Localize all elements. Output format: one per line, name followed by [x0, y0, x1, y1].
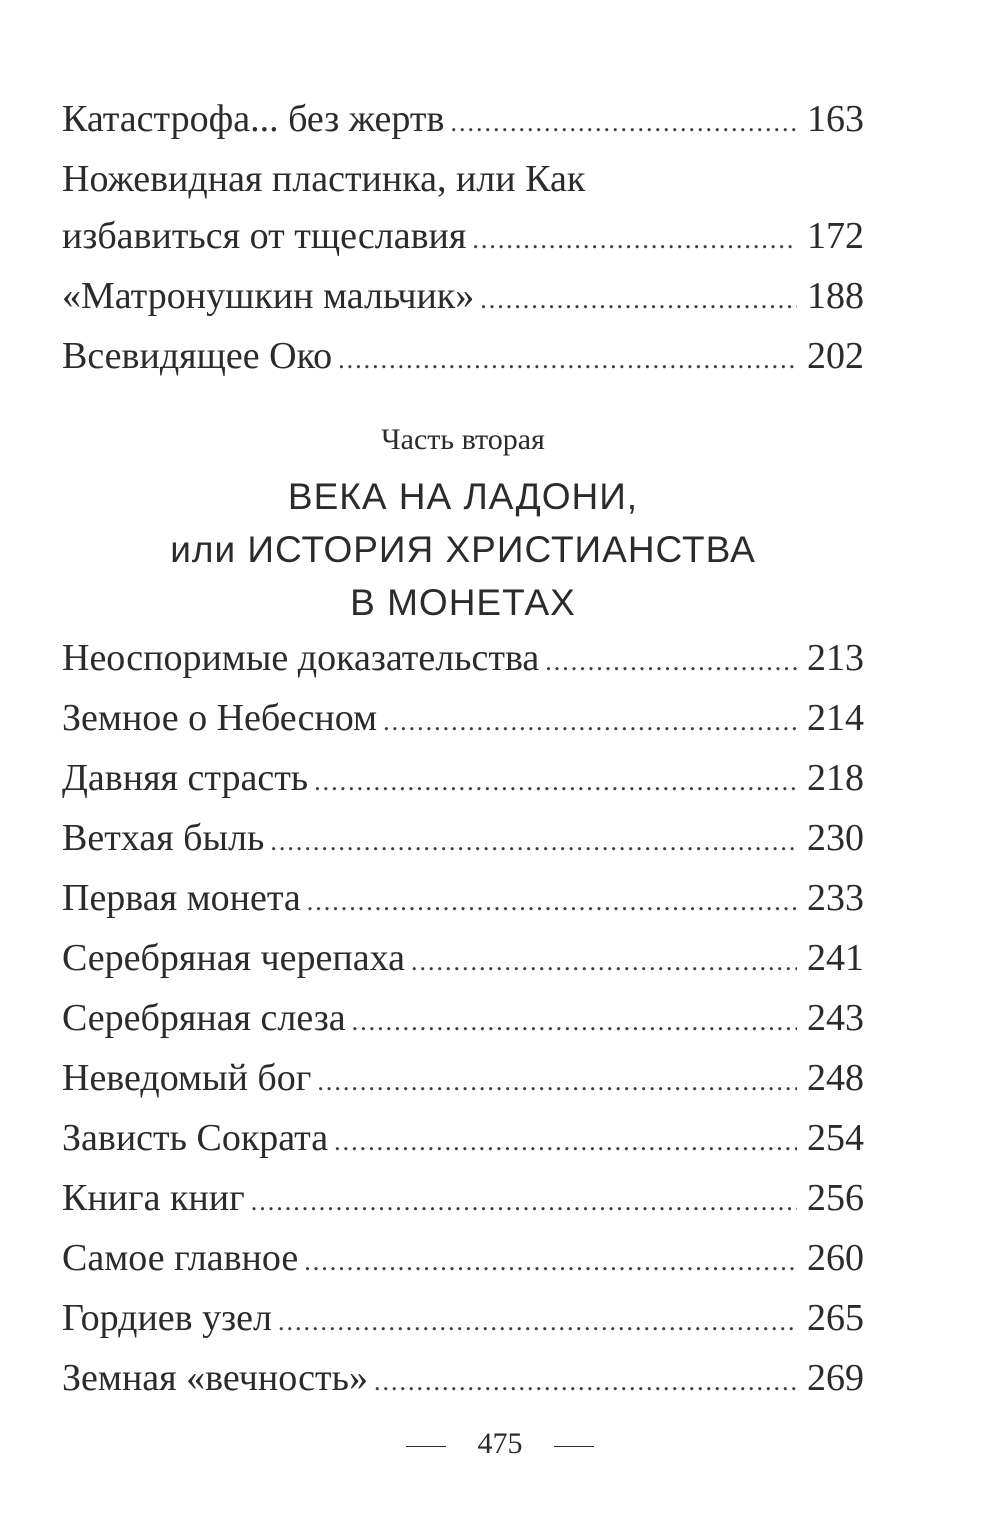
toc-entry [62, 1290, 864, 1350]
toc-leader-dots [545, 633, 797, 690]
toc-entry-title: Катастрофа... без жертв [62, 98, 445, 140]
toc-entry-page: 260 [807, 1237, 864, 1279]
toc-entry [62, 870, 864, 930]
toc-entry [62, 990, 864, 1050]
page-number: 475 [477, 1427, 523, 1460]
toc-entry [62, 151, 864, 268]
toc-entry [62, 268, 864, 328]
toc-entry-line2 [62, 208, 864, 268]
toc-entry-page: 230 [807, 817, 864, 859]
toc-entry-title-line1: Ножевидная пластинка, или Как [62, 158, 586, 200]
toc-leader-dots [304, 1233, 797, 1290]
toc-entry [62, 328, 864, 388]
toc-entry-page: 188 [807, 275, 864, 317]
toc-list-part2 [62, 630, 864, 1410]
toc-entry-title: Первая монета [62, 877, 301, 919]
toc-entry [62, 1110, 864, 1170]
toc-entry [62, 1350, 864, 1410]
toc-entry-page: 243 [807, 997, 864, 1039]
toc-entry [62, 690, 864, 750]
toc-entry [62, 930, 864, 990]
part-title-line2: или ИСТОРИЯ ХРИСТИАНСТВА [170, 529, 756, 570]
toc-entry-page: 269 [807, 1357, 864, 1399]
toc-leader-dots [314, 753, 797, 810]
toc-entry-title: Гордиев узел [62, 1297, 272, 1339]
footer-rule-left [406, 1446, 446, 1447]
toc-entry [62, 750, 864, 810]
toc-entry-title-line2: избавиться от тщеславия [62, 215, 467, 257]
toc-entry-title: Серебряная слеза [62, 997, 346, 1039]
part-title-line1: ВЕКА НА ЛАДОНИ, [287, 476, 639, 517]
toc-leader-dots [270, 813, 797, 870]
toc-entry-page: 202 [807, 335, 864, 377]
toc-entry-title: Неведомый бог [62, 1057, 312, 1099]
toc-entry-page: 256 [807, 1177, 864, 1219]
toc-leader-dots [480, 271, 797, 328]
toc-leader-dots [472, 211, 797, 268]
toc-leader-dots [338, 331, 797, 388]
toc-entry-page: 265 [807, 1297, 864, 1339]
toc-entry-page: 241 [807, 937, 864, 979]
toc-leader-dots [307, 873, 797, 930]
toc-entry-page: 254 [807, 1117, 864, 1159]
toc-entry [62, 1170, 864, 1230]
toc-leader-dots [317, 1053, 797, 1110]
page-footer [0, 1424, 1000, 1464]
toc-entry-title: Самое главное [62, 1237, 299, 1279]
part-label: Часть вторая [381, 423, 545, 456]
footer-rule-right [554, 1446, 594, 1447]
toc-list-part1 [62, 91, 864, 388]
toc-entry-title: Всевидящее Око [62, 335, 333, 377]
toc-entry [62, 810, 864, 870]
toc-entry-page: 214 [807, 697, 864, 739]
toc-entry-title: Ветхая быль [62, 817, 265, 859]
toc-entry [62, 91, 864, 151]
toc-entry-title: Неоспоримые доказательства [62, 637, 540, 679]
toc-leader-dots [278, 1293, 797, 1350]
toc-entry-title: Земная «вечность» [62, 1357, 368, 1399]
toc-leader-dots [450, 94, 797, 151]
toc-leader-dots [411, 933, 797, 990]
toc-entry-page: 248 [807, 1057, 864, 1099]
toc-entry [62, 1230, 864, 1290]
part-title-line3: В МОНЕТАХ [350, 582, 576, 623]
toc-leader-dots [383, 693, 797, 750]
toc-entry-page: 233 [807, 877, 864, 919]
toc-entry-title: Земное о Небесном [62, 697, 378, 739]
toc-leader-dots [334, 1113, 797, 1170]
toc-entry-page: 163 [807, 98, 864, 140]
toc-entry-page: 218 [807, 757, 864, 799]
toc-entry-title: Книга книг [62, 1177, 245, 1219]
toc-leader-dots [374, 1353, 797, 1410]
toc-leader-dots [352, 993, 797, 1050]
toc-entry [62, 1050, 864, 1110]
toc-entry-title: Серебряная черепаха [62, 937, 405, 979]
toc-entry [62, 630, 864, 690]
part-heading [62, 418, 864, 629]
toc-entry-page: 213 [807, 637, 864, 679]
toc-leader-dots [251, 1173, 797, 1230]
toc-entry-title: Давняя страсть [62, 757, 309, 799]
toc-entry-title: «Матронушкин мальчик» [62, 275, 475, 317]
toc-entry-title: Зависть Сократа [62, 1117, 329, 1159]
toc-entry-page: 172 [807, 215, 864, 257]
